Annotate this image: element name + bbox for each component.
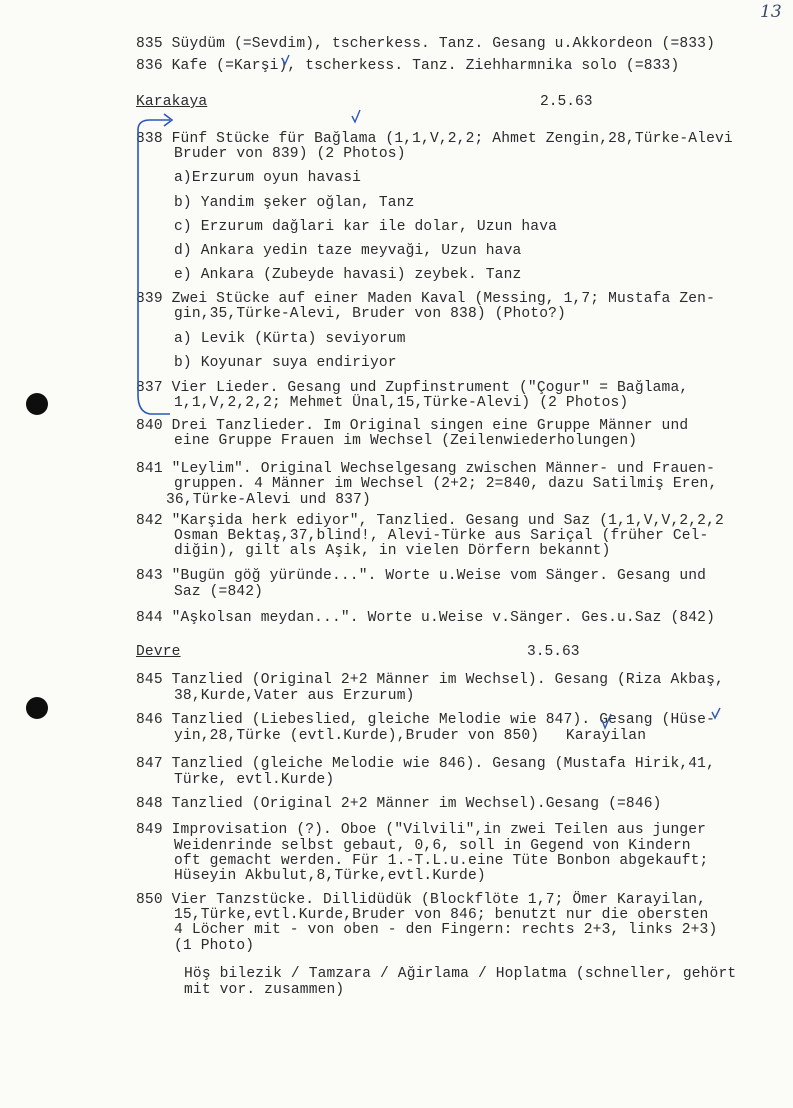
text-line: d) Ankara yedin taze meyvaği, Uzun hava — [174, 243, 522, 259]
pen-tick — [352, 110, 360, 122]
text-line: 4 Löcher mit - von oben - den Fingern: rechts 2+3, links 2+3) — [174, 922, 718, 938]
text-line: 845 Tanzlied (Original 2+2 Männer im Wechsel). Gesang (Riza Akbaş, — [136, 672, 724, 688]
pen-arrow — [164, 114, 172, 126]
text-line: 837 Vier Lieder. Gesang und Zupfinstrument ("Çogur" = Bağlama, — [136, 380, 689, 396]
pen-bracket — [138, 120, 170, 414]
text-line: 841 "Leylim". Original Wechselgesang zwischen Männer- und Frauen- — [136, 461, 715, 477]
text-line: Saz (=842) — [174, 584, 264, 600]
text-line: gin,35,Türke-Alevi, Bruder von 838) (Photo?) — [174, 306, 566, 322]
text-line: c) Erzurum dağlari kar ile dolar, Uzun hava — [174, 219, 558, 235]
page-number: 13 — [760, 2, 782, 22]
text-line: diğin), gilt als Aşik, in vielen Dörfern bekannt) — [174, 543, 611, 559]
text-line: b) Koyunar suya endiriyor — [174, 355, 397, 371]
section-date: 2.5.63 — [540, 94, 593, 110]
text-line: Türke, evtl.Kurde) — [174, 772, 335, 788]
text-line: 36,Türke-Alevi und 837) — [166, 492, 371, 508]
text-line: Osman Bektaş,37,blind!, Alevi-Türke aus Sariçal (früher Cel- — [174, 528, 709, 544]
text-line: Höş bilezik / Tamzara / Ağirlama / Hoplatma (schneller, gehört — [184, 966, 737, 982]
text-line: 15,Türke,evtl.Kurde,Bruder von 846; benutzt nur die obersten — [174, 907, 709, 923]
text-line: 848 Tanzlied (Original 2+2 Männer im Wechsel).Gesang (=846) — [136, 796, 662, 812]
text-line: b) Yandim şeker oğlan, Tanz — [174, 195, 415, 211]
text-line: 849 Improvisation (?). Oboe ("Vilvili",in zwei Teilen aus junger — [136, 822, 707, 838]
text-line: oft gemacht werden. Für 1.-T.L.u.eine Tüte Bonbon abgekauft; — [174, 853, 709, 869]
text-line: 1,1,V,2,2,2; Mehmet Ünal,15,Türke-Alevi) (2 Photos) — [174, 395, 629, 411]
text-line: 840 Drei Tanzlieder. Im Original singen eine Gruppe Männer und — [136, 418, 689, 434]
binder-hole-bottom — [26, 697, 48, 719]
text-line: (1 Photo) — [174, 938, 255, 954]
text-line: e) Ankara (Zubeyde havasi) zeybek. Tanz — [174, 267, 522, 283]
text-line: a)Erzurum oyun havasi — [174, 170, 362, 186]
section-heading: Karakaya — [136, 94, 208, 110]
text-line: mit vor. zusammen) — [184, 982, 345, 998]
binder-hole-top — [26, 393, 48, 415]
text-line: Bruder von 839) (2 Photos) — [174, 146, 406, 162]
text-line: 839 Zwei Stücke auf einer Maden Kaval (Messing, 1,7; Mustafa Zen- — [136, 291, 715, 307]
text-line: 836 Kafe (=Karşi), tscherkess. Tanz. Ziehharmnika solo (=833) — [136, 58, 680, 74]
text-line: 835 Süydüm (=Sevdim), tscherkess. Tanz. Gesang u.Akkordeon (=833) — [136, 36, 715, 52]
text-line: 844 "Aşkolsan meydan...". Worte u.Weise v.Sänger. Ges.u.Saz (842) — [136, 610, 715, 626]
section-heading: Devre — [136, 644, 181, 660]
text-line: eine Gruppe Frauen im Wechsel (Zeilenwiederholungen) — [174, 433, 638, 449]
text-line: Weidenrinde selbst gebaut, 0,6, soll in Gegend von Kindern — [174, 838, 691, 854]
text-line: 843 "Bugün göğ yüründe...". Worte u.Weise vom Sänger. Gesang und — [136, 568, 707, 584]
text-line: 847 Tanzlied (gleiche Melodie wie 846). Gesang (Mustafa Hirik,41, — [136, 756, 715, 772]
text-line: 850 Vier Tanzstücke. Dillidüdük (Blockflöte 1,7; Ömer Karayilan, — [136, 892, 707, 908]
text-line: gruppen. 4 Männer im Wechsel (2+2; 2=840, dazu Satilmiş Eren, — [174, 476, 718, 492]
text-line: Hüseyin Akbulut,8,Türke,evtl.Kurde) — [174, 868, 486, 884]
text-line: a) Levik (Kürta) seviyorum — [174, 331, 406, 347]
text-line: yin,28,Türke (evtl.Kurde),Bruder von 850) Karayilan — [174, 728, 647, 744]
text-line: 846 Tanzlied (Liebeslied, gleiche Melodie wie 847). Gesang (Hüse- — [136, 712, 715, 728]
text-line: 38,Kurde,Vater aus Erzurum) — [174, 688, 415, 704]
section-date: 3.5.63 — [527, 644, 580, 660]
text-line: 842 "Karşida herk ediyor", Tanzlied. Gesang und Saz (1,1,V,V,2,2,2 — [136, 513, 724, 529]
text-line: 838 Fünf Stücke für Bağlama (1,1,V,2,2; Ahmet Zengin,28,Türke-Alevi — [136, 131, 733, 147]
